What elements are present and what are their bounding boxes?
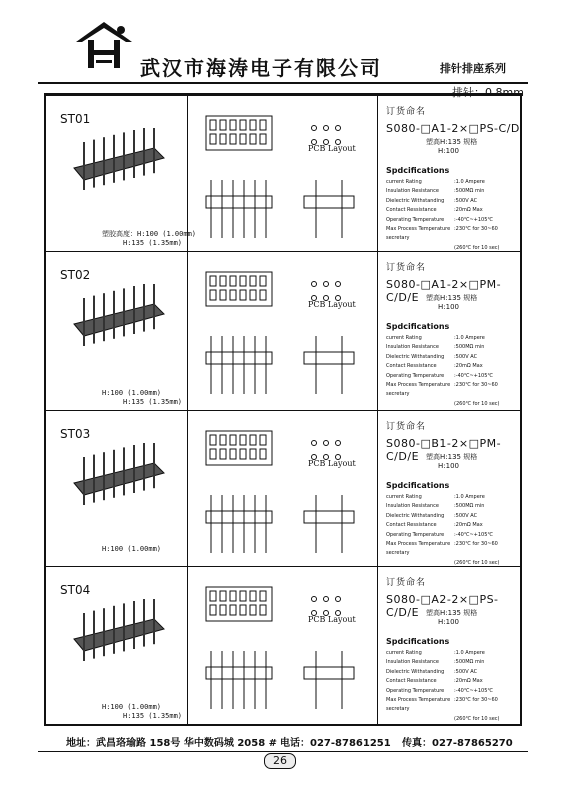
spec-line	[386, 197, 520, 206]
product-row	[46, 95, 520, 252]
spec-value: :230℃ for 30~60 secretary	[386, 226, 498, 242]
spec-key: Max Process Temperature	[386, 697, 451, 704]
footer-phone: 电话：027-87861251	[280, 738, 391, 749]
spec-line: (260℃ for 10 sec)	[454, 715, 500, 722]
spec-value: :-40℃~+105℃	[454, 216, 494, 223]
height-note: H:100 (1.00mm)	[102, 389, 162, 397]
spec-line	[386, 178, 520, 187]
spec-key: Max Process Temperature	[386, 382, 451, 389]
pitch-label: 排针：0.8mm	[452, 86, 524, 99]
technical-drawing	[194, 415, 374, 565]
spec-key: Insulation Resistance	[386, 188, 439, 195]
spec-line	[386, 493, 520, 502]
ordering-title: 订货命名	[386, 263, 427, 273]
spec-list	[386, 178, 520, 253]
spec-line	[386, 531, 520, 540]
spec-title: Spdcifications	[386, 322, 450, 331]
spec-key: current Rating	[386, 650, 422, 656]
spec-key: Operating Temperature	[386, 216, 445, 223]
spec-value: :230℃ for 30~60 secretary	[386, 697, 498, 713]
spec-key: Dielectric Withstanding	[386, 512, 445, 519]
spec-title: Spdcifications	[386, 166, 450, 175]
connector-photo	[64, 128, 174, 208]
spec-line	[386, 658, 520, 667]
technical-drawing	[194, 256, 374, 406]
pcb-layout-label: PCB Layout	[308, 144, 356, 153]
order-subnote-2: H:100	[438, 147, 459, 155]
spec-line: (260℃ for 10 sec)	[454, 559, 500, 566]
height-note-2: H:135 (1.35mm)	[123, 398, 183, 406]
spec-line	[386, 502, 520, 511]
technical-drawing	[194, 100, 374, 250]
company-logo-icon	[74, 20, 134, 70]
spec-key: current Rating	[386, 179, 422, 185]
connector-photo	[64, 284, 174, 364]
spec-value: :230℃ for 30~60 secretary	[386, 541, 498, 557]
connector-photo	[64, 599, 174, 679]
spec-line	[386, 696, 520, 715]
spec-value: :-40℃~+105℃	[454, 531, 494, 538]
height-note-2: H:135 (1.35mm)	[123, 239, 183, 247]
product-row	[46, 251, 520, 411]
spec-value: :500V AC	[454, 668, 478, 675]
spec-value: :500V AC	[454, 353, 478, 360]
spec-key: Insulation Resistance	[386, 659, 439, 666]
spec-value: :20mΩ Max	[454, 522, 483, 529]
spec-line	[386, 540, 520, 559]
order-code: S080-□B1-2×□PM-C/D/E	[386, 437, 502, 463]
spec-title: Spdcifications	[386, 481, 450, 490]
pcb-layout-label: PCB Layout	[308, 300, 356, 309]
height-note: 塑胶高度：H:100 (1.00mm)	[102, 230, 197, 238]
spec-value: :500MΩ min	[454, 659, 485, 666]
spec-value: :1.0 Ampere	[454, 335, 485, 341]
spec-key: Insulation Resistance	[386, 503, 439, 510]
spec-key: Max Process Temperature	[386, 541, 451, 548]
height-note: H:100 (1.00mm)	[102, 703, 162, 711]
spec-value: :-40℃~+105℃	[454, 372, 494, 379]
spec-key: Operating Temperature	[386, 687, 445, 694]
product-code: ST04	[60, 583, 91, 597]
spec-value: :500MΩ min	[454, 503, 485, 510]
spec-value: :500MΩ min	[454, 344, 485, 351]
spec-line	[386, 372, 520, 381]
spec-key: Dielectric Withstanding	[386, 668, 445, 675]
technical-drawing	[194, 571, 374, 721]
spec-line	[386, 362, 520, 371]
order-subnote: 塑高H:135 规格	[426, 294, 478, 302]
spec-line	[386, 343, 520, 352]
spec-key: Operating Temperature	[386, 531, 445, 538]
footer-address: 地址：武昌珞瑜路 158号 华中数码城 2058 #	[66, 738, 278, 749]
spec-key: Contact Ressistance	[386, 522, 437, 529]
spec-line	[386, 187, 520, 196]
spec-title: Spdcifications	[386, 637, 450, 646]
spec-value: :500V AC	[454, 197, 478, 204]
spec-key: Operating Temperature	[386, 372, 445, 379]
spec-value: :20mΩ Max	[454, 363, 483, 370]
spec-list	[386, 649, 520, 724]
spec-list	[386, 334, 520, 409]
order-subnote-2: H:100	[438, 303, 459, 311]
ordering-title: 订货命名	[386, 107, 427, 117]
spec-key: Dielectric Withstanding	[386, 197, 445, 204]
connector-photo	[64, 443, 174, 523]
spec-line	[386, 381, 520, 400]
spec-line	[386, 668, 520, 677]
spec-line	[386, 521, 520, 530]
ordering-title: 订货命名	[386, 422, 427, 432]
spec-line	[386, 677, 520, 686]
spec-line	[386, 649, 520, 658]
spec-line: (260℃ for 10 sec)	[454, 400, 500, 407]
ordering-title: 订货命名	[386, 578, 427, 588]
spec-key: Contact Ressistance	[386, 363, 437, 370]
spec-key: current Rating	[386, 335, 422, 341]
spec-line	[386, 512, 520, 521]
spec-value: :1.0 Ampere	[454, 650, 485, 656]
pcb-layout-label: PCB Layout	[308, 459, 356, 468]
product-code: ST03	[60, 427, 91, 441]
order-subnote-2: H:100	[438, 462, 459, 470]
order-subnote: 塑高H:135 规格	[426, 609, 478, 617]
spec-key: Max Process Temperature	[386, 226, 451, 233]
footer-divider	[38, 751, 528, 752]
spec-key: Contact Ressistance	[386, 678, 437, 685]
page-header	[0, 0, 566, 100]
spec-line: (260℃ for 10 sec)	[454, 244, 500, 251]
page-number: 26	[264, 753, 296, 769]
footer-fax: 传真：027-87865270	[402, 738, 513, 749]
spec-line	[386, 687, 520, 696]
spec-value: :1.0 Ampere	[454, 494, 485, 500]
pcb-layout-label: PCB Layout	[308, 615, 356, 624]
spec-line	[386, 334, 520, 343]
height-note-2: H:135 (1.35mm)	[123, 712, 183, 720]
product-table	[44, 93, 522, 726]
spec-key: Dielectric Withstanding	[386, 353, 445, 360]
order-subnote: 塑高H:135 规格	[426, 453, 478, 461]
product-code: ST01	[60, 112, 91, 126]
spec-value: :500V AC	[454, 512, 478, 519]
order-code: S080-□A1-2×□PS-C/D	[386, 122, 520, 135]
order-code: S080-□A1-2×□PM-C/D/E	[386, 278, 502, 304]
product-row	[46, 410, 520, 567]
product-code: ST02	[60, 268, 91, 282]
spec-value: :230℃ for 30~60 secretary	[386, 382, 498, 398]
spec-line	[386, 216, 520, 225]
spec-line	[386, 206, 520, 215]
spec-value: :-40℃~+105℃	[454, 687, 494, 694]
spec-value: :1.0 Ampere	[454, 179, 485, 185]
spec-line	[386, 225, 520, 244]
order-subnote-2: H:100	[438, 618, 459, 626]
spec-key: current Rating	[386, 494, 422, 500]
order-subnote: 塑高H:135 规格	[426, 138, 478, 146]
product-series: 排针排座系列	[440, 62, 506, 75]
height-note: H:100 (1.00mm)	[102, 545, 162, 553]
spec-line	[386, 353, 520, 362]
spec-list	[386, 493, 520, 568]
order-code: S080-□A2-2×□PS-C/D/E	[386, 593, 499, 619]
product-row	[46, 566, 520, 725]
spec-value: :20mΩ Max	[454, 207, 483, 214]
spec-value: :500MΩ min	[454, 188, 485, 195]
spec-key: Contact Ressistance	[386, 207, 437, 214]
spec-value: :20mΩ Max	[454, 678, 483, 685]
company-name: 武汉市海涛电子有限公司	[140, 56, 382, 80]
spec-key: Insulation Resistance	[386, 344, 439, 351]
